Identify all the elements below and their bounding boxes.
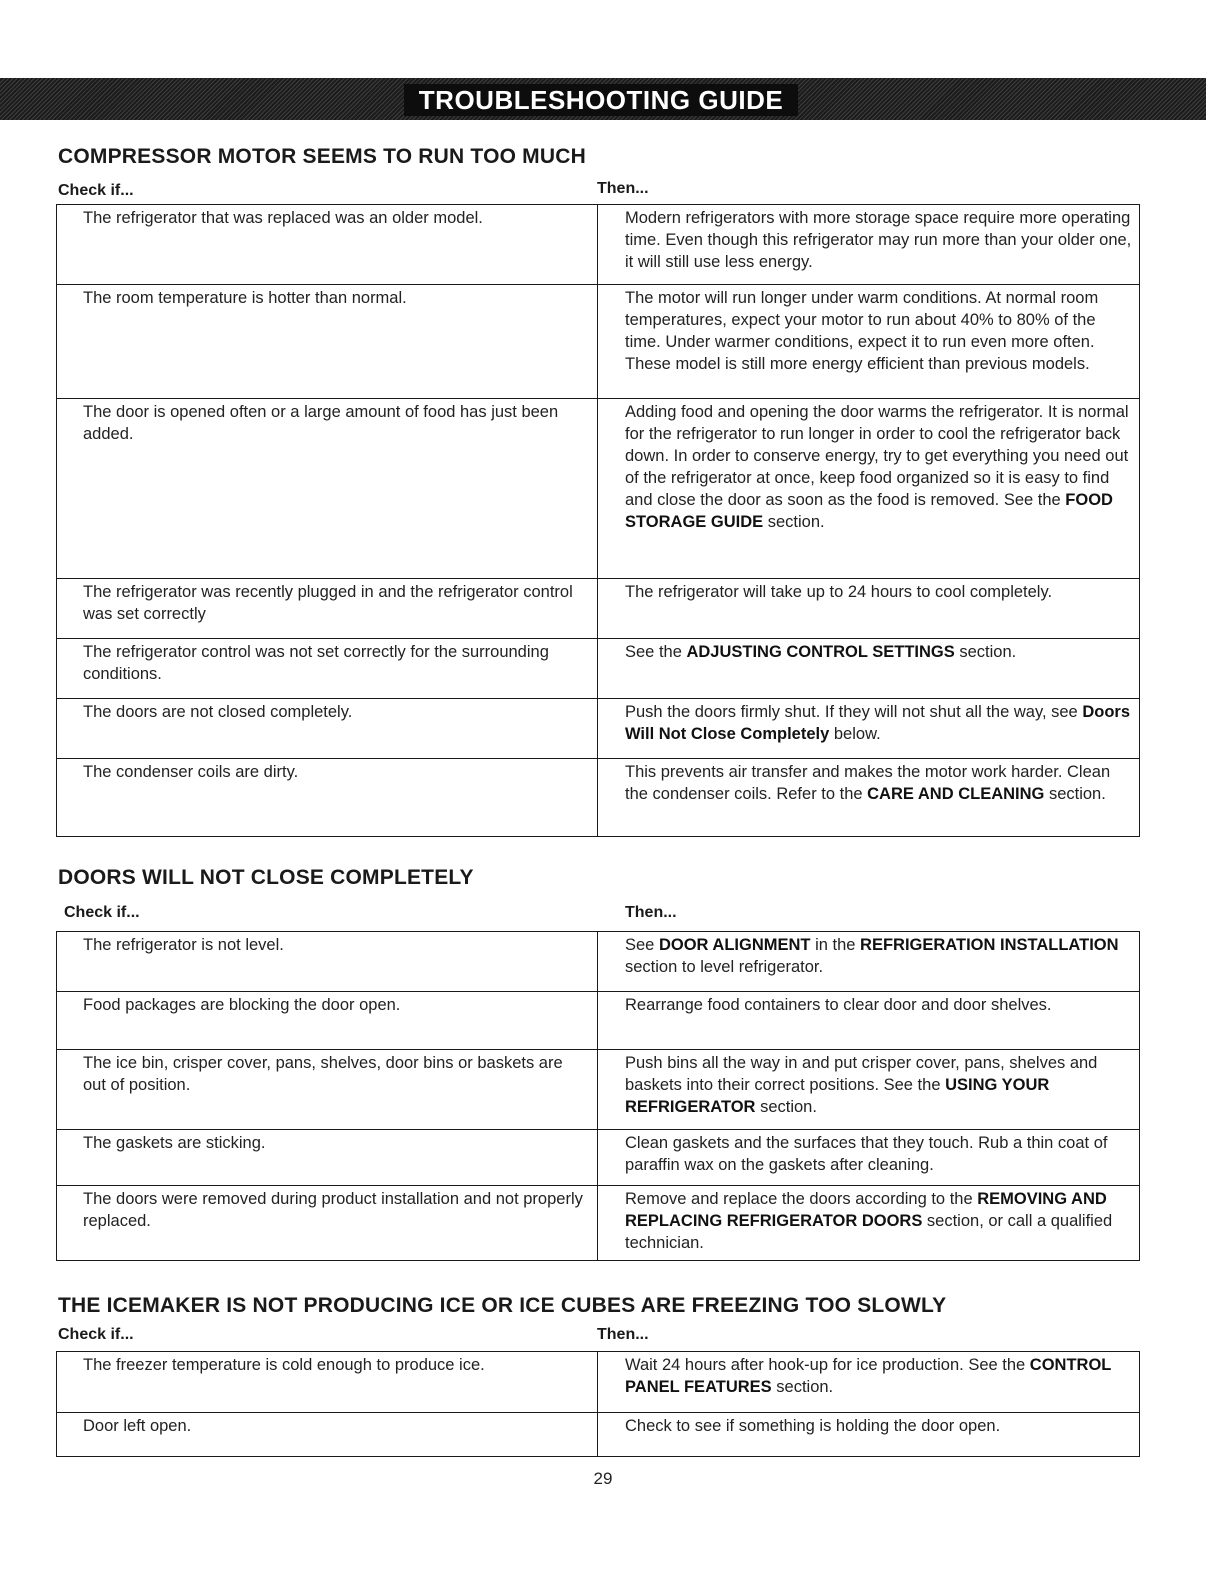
table-row (57, 1413, 1140, 1457)
page-title: TROUBLESHOOTING GUIDE (404, 84, 798, 116)
check-cell: The gaskets are sticking. (57, 1130, 598, 1186)
bold-reference: CARE AND CLEANING (867, 785, 1045, 803)
then-cell (598, 1186, 1140, 1261)
check-cell: The doors were removed during product installation and not properly replaced. (57, 1186, 598, 1261)
then-cell (598, 932, 1140, 992)
then-cell (598, 399, 1140, 579)
then-text: below. (829, 725, 881, 743)
table-row (57, 1050, 1140, 1130)
then-text: The motor will run longer under warm conditions. At normal room temperatures, expect your motor to run about 40% to 80% of the time. Under warmer conditions, expect it to run even more often. These model is still more energy efficient than previous models. (625, 289, 1099, 373)
check-if-header: Check if... (58, 182, 134, 199)
check-cell: The ice bin, crisper cover, pans, shelves, door bins or baskets are out of position. (57, 1050, 598, 1130)
check-cell: Door left open. (57, 1413, 598, 1457)
then-header: Then... (625, 904, 677, 921)
check-if-header: Check if... (58, 1326, 134, 1343)
section-title-compressor: COMPRESSOR MOTOR SEEMS TO RUN TOO MUCH (58, 145, 586, 168)
table-row (57, 699, 1140, 759)
check-cell: The door is opened often or a large amount of food has just been added. (57, 399, 598, 579)
then-text: Push bins all the way in and put crisper cover, pans, shelves and baskets into their correct positions. See the (625, 1054, 1098, 1094)
check-cell: The refrigerator was recently plugged in and the refrigerator control was set correctly (57, 579, 598, 639)
then-text: section. (755, 1098, 817, 1116)
troubleshooting-table-doors (56, 931, 1140, 1261)
then-text: Clean gaskets and the surfaces that they touch. Rub a thin coat of paraffin wax on the gaskets after cleaning. (625, 1134, 1108, 1174)
table-row (57, 579, 1140, 639)
bold-reference: DOOR ALIGNMENT (658, 936, 811, 954)
then-cell (598, 205, 1140, 285)
then-text: section. (763, 513, 825, 531)
bold-reference: FOOD STORAGE GUIDE (625, 491, 1113, 531)
then-text: section. (1044, 785, 1106, 803)
check-cell: The refrigerator is not level. (57, 932, 598, 992)
then-cell (598, 1050, 1140, 1130)
then-text: section. (771, 1378, 834, 1396)
then-text: See (625, 936, 659, 954)
then-text: Remove and replace the doors according to the (625, 1190, 978, 1208)
then-text: Rearrange food containers to clear door and door shelves. (625, 996, 1052, 1014)
bold-reference: REFRIGERATION INSTALLATION (860, 936, 1119, 954)
table-row (57, 205, 1140, 285)
then-text: Modern refrigerators with more storage space require more operating time. Even though this refrigerator may run more than your older one, it will still use less energy. (625, 209, 1132, 271)
section-title-doors: DOORS WILL NOT CLOSE COMPLETELY (58, 866, 474, 889)
check-cell: The refrigerator that was replaced was an older model. (57, 205, 598, 285)
check-cell: The doors are not closed completely. (57, 699, 598, 759)
bold-reference: CONTROL PANEL FEATURES (625, 1356, 1112, 1396)
then-header: Then... (597, 1326, 649, 1343)
then-header: Then... (597, 180, 649, 197)
bold-reference: REMOVING AND REPLACING REFRIGERATOR DOORS (625, 1190, 1107, 1230)
then-cell (598, 639, 1140, 699)
table-row (57, 399, 1140, 579)
then-cell (598, 992, 1140, 1050)
then-cell (598, 699, 1140, 759)
table-row (57, 759, 1140, 837)
then-text: See the (625, 643, 687, 661)
page-number: 29 (593, 1469, 613, 1488)
table-row (57, 932, 1140, 992)
then-cell (598, 1413, 1140, 1457)
table-row (57, 1352, 1140, 1413)
then-cell (598, 759, 1140, 837)
section-title-icemaker: THE ICEMAKER IS NOT PRODUCING ICE OR ICE CUBES ARE FREEZING TOO SLOWLY (58, 1294, 947, 1317)
bold-reference: USING YOUR REFRIGERATOR (625, 1076, 1050, 1116)
troubleshooting-table-icemaker (56, 1351, 1140, 1457)
check-cell: Food packages are blocking the door open. (57, 992, 598, 1050)
then-text: section, or call a qualified technician. (625, 1212, 1113, 1252)
then-cell (598, 1130, 1140, 1186)
bold-reference: Doors Will Not Close Completely (625, 703, 1130, 743)
then-text: Check to see if something is holding the door open. (625, 1417, 1001, 1435)
table-row (57, 992, 1140, 1050)
then-text: Push the doors firmly shut. If they will not shut all the way, see (625, 703, 1083, 721)
troubleshooting-table-compressor (56, 204, 1140, 837)
check-cell: The condenser coils are dirty. (57, 759, 598, 837)
table-row (57, 1130, 1140, 1186)
check-cell: The room temperature is hotter than normal. (57, 285, 598, 399)
then-cell (598, 579, 1140, 639)
table-row (57, 285, 1140, 399)
then-text: in the (810, 936, 861, 954)
table-row (57, 639, 1140, 699)
bold-reference: ADJUSTING CONTROL SETTINGS (686, 643, 955, 661)
table-row (57, 1186, 1140, 1261)
then-text: This prevents air transfer and makes the motor work harder. Clean the condenser coils. Refer to the (625, 763, 1111, 803)
check-cell: The refrigerator control was not set correctly for the surrounding conditions. (57, 639, 598, 699)
then-text: section to level refrigerator. (625, 958, 824, 976)
check-cell: The freezer temperature is cold enough to produce ice. (57, 1352, 598, 1413)
then-text: Wait 24 hours after hook-up for ice production. See the (625, 1356, 1030, 1374)
then-cell (598, 285, 1140, 399)
check-if-header: Check if... (64, 904, 140, 921)
then-text: Adding food and opening the door warms the refrigerator. It is normal for the refrigerator to run longer in order to cool the refrigerator back down. In order to conserve energy, try to get everything you need out of the refrigerator at once, keep food organized so it is easy to find and close the door as soon as the food is removed. See the (625, 403, 1129, 509)
then-text: The refrigerator will take up to 24 hours to cool completely. (625, 583, 1053, 601)
then-cell (598, 1352, 1140, 1413)
then-text: section. (954, 643, 1017, 661)
